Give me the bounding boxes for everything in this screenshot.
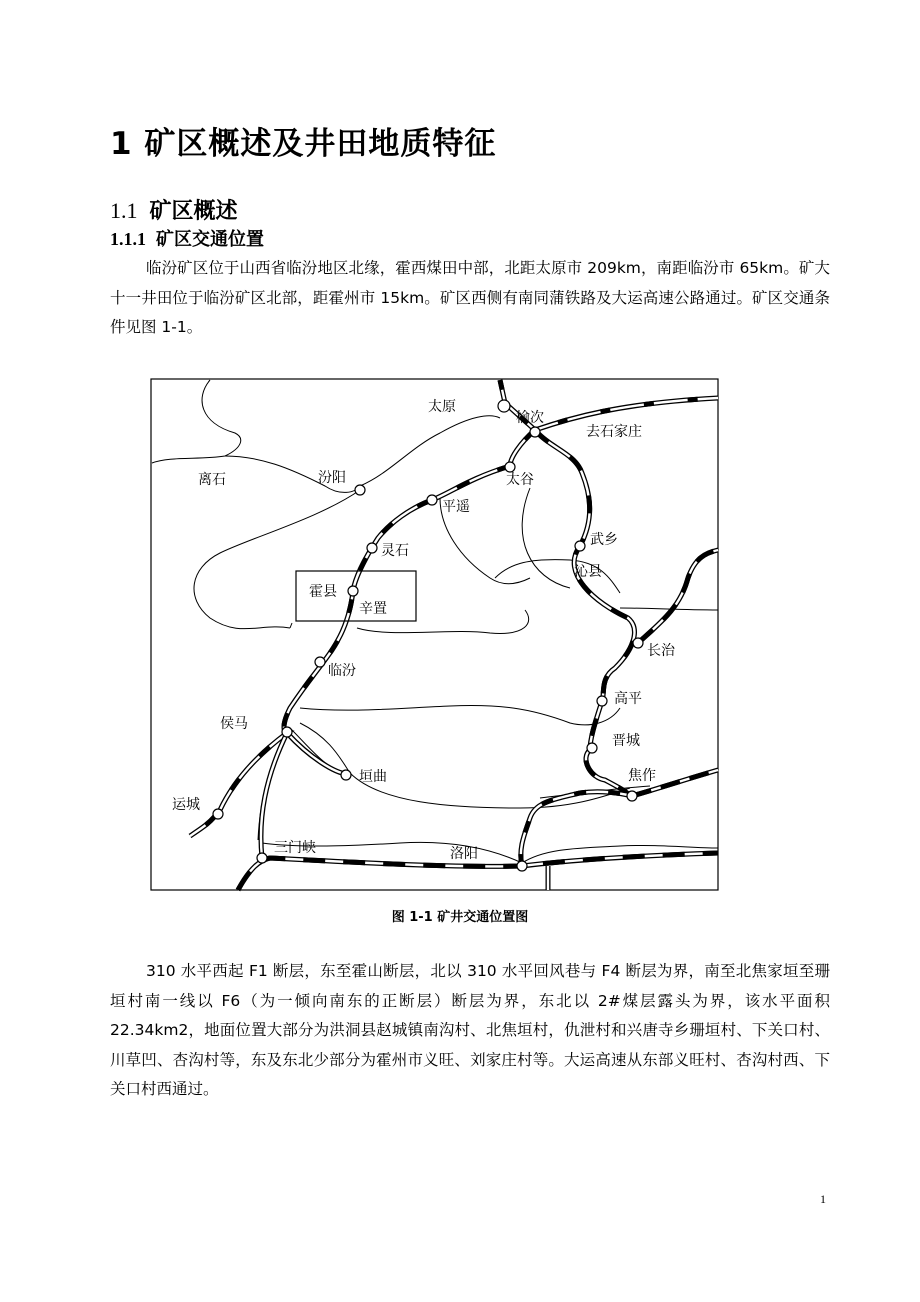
label-shijiazhuang: 去石家庄 [586,424,642,440]
subsection-title: 矿区交通位置 [156,229,264,250]
label-houma: 侯马 [220,716,248,732]
label-taigu: 太谷 [506,472,534,488]
label-taiyuan: 太原 [428,399,456,415]
body-paragraph: 310 水平西起 F1 断层，东至霍山断层，北以 310 水平回风巷与 F4 断层为界，南至北焦家垣至珊垣村南一线以 F6（为一倾向南东的正断层）断层为界，东北以 2#煤层露头为界，该水平面积 22.34km2，地面位置大部分为洪洞县赵城镇南沟村、北焦垣村，仇泄村和兴唐寺乡珊垣村、下关口村、川草凹、杏沟村等，东及东北少部分为霍州市义旺、刘家庄村等。大运高速从东部义旺村、杏沟村西、下关口村西通过。 [110,962,830,1098]
label-gaoping: 高平 [614,691,642,707]
chapter-heading: 1 矿区概述及井田地质特征 [110,126,497,162]
section-heading [110,194,238,225]
label-lingshi: 灵石 [381,543,409,559]
label-sanmenxia: 三门峡 [274,840,316,856]
intro-paragraph: 临汾矿区位于山西省临汾地区北缘，霍西煤田中部，北距太原市 209km，南距临汾市 65km。矿大十一井田位于临汾矿区北部，距霍州市 15km。矿区西侧有南同蒲铁路及大运高速公路通过。矿区交通条件见图 1-1。 [110,259,830,336]
label-luoyang: 洛阳 [450,846,478,862]
label-pingyao: 平遥 [442,499,470,515]
label-yuci: 榆次 [516,410,544,426]
subsection-number: 1.1.1 [110,229,146,249]
label-qinxian: 沁县 [574,564,602,580]
section-title: 矿区概述 [149,199,238,224]
label-huoxian: 霍县 [309,584,337,600]
section-number: 1.1 [110,198,138,223]
label-lishi: 离石 [198,472,226,488]
label-jincheng: 晋城 [612,733,640,749]
label-linfen: 临汾 [328,663,356,679]
label-yuanqu: 垣曲 [359,769,387,785]
figure-caption: 图 1-1 矿井交通位置图 [391,910,529,925]
traffic-location-map [150,378,720,892]
label-fenyang: 汾阳 [318,470,346,486]
label-changzhi: 长治 [647,643,675,659]
label-jiaozuo: 焦作 [628,768,656,784]
page-number: 1 [820,1192,826,1206]
subsection-heading [110,225,264,251]
label-xinzhi: 辛置 [359,601,387,617]
label-yuncheng: 运城 [172,797,200,813]
label-wuxiang: 武乡 [590,532,618,548]
